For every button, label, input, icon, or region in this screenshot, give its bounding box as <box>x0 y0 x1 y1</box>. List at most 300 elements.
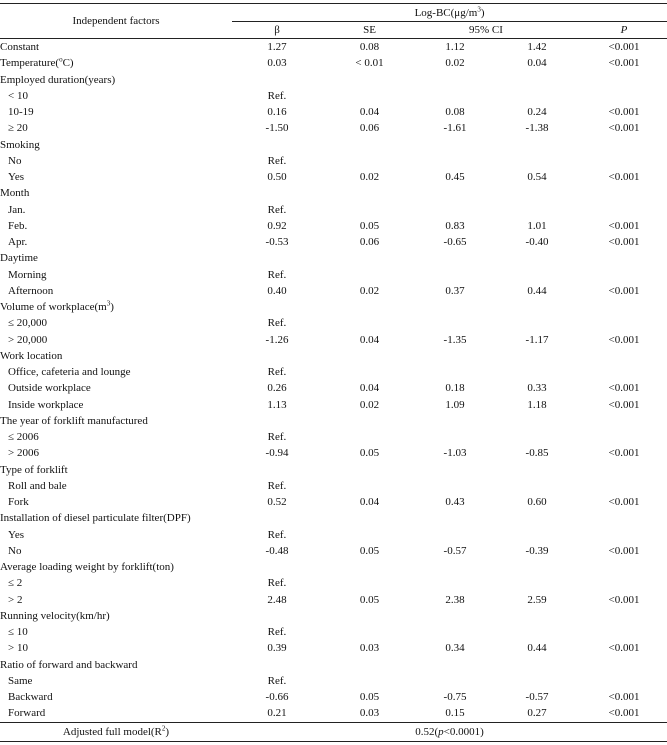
table-row <box>0 120 667 136</box>
ci-lower-value <box>417 462 493 478</box>
p-value <box>581 72 667 88</box>
ci-upper-value <box>493 559 581 575</box>
ci-upper-value <box>493 624 581 640</box>
p-value <box>581 575 667 591</box>
factor-label: Feb. <box>8 219 28 232</box>
se-value: 0.06 <box>359 122 380 135</box>
ci-lower-value: 0.15 <box>445 707 465 720</box>
table-row <box>0 202 667 218</box>
ci-header: 95% CI <box>417 22 581 39</box>
p-value <box>581 299 667 315</box>
ci-upper-value: 0.24 <box>527 106 547 119</box>
factor-label: Work location <box>0 349 63 362</box>
se-value <box>322 510 417 526</box>
se-value <box>322 267 417 283</box>
p-value: <0.001 <box>608 106 640 119</box>
p-value <box>581 137 667 153</box>
table-row <box>0 348 667 364</box>
beta-value: 2.48 <box>267 593 287 606</box>
table-row <box>0 494 667 510</box>
table-row <box>0 478 667 494</box>
ci-lower-value <box>417 559 493 575</box>
se-value: 0.08 <box>359 41 380 54</box>
ci-upper-value <box>493 364 581 380</box>
beta-value: 0.92 <box>267 219 287 232</box>
table-row <box>0 559 667 575</box>
factor-label: 10-19 <box>8 106 34 119</box>
ci-lower-value: -1.03 <box>443 447 467 460</box>
se-value <box>322 202 417 218</box>
table-row <box>0 185 667 201</box>
beta-value: Ref. <box>267 577 287 590</box>
se-value: 0.06 <box>359 236 380 249</box>
factor-label: Volume of $workplace(m^3)$ <box>0 299 114 314</box>
ci-upper-value <box>493 185 581 201</box>
beta-value: Ref. <box>267 268 287 281</box>
p-value: <0.001 <box>608 544 640 557</box>
ci-lower-value <box>417 510 493 526</box>
ci-upper-value: -1.38 <box>525 122 549 135</box>
table-row <box>0 315 667 331</box>
ci-upper-value <box>493 413 581 429</box>
se-value <box>322 673 417 689</box>
ci-upper-value: 0.44 <box>527 284 547 297</box>
table-row <box>0 445 667 461</box>
beta-value <box>232 299 322 315</box>
table-row <box>0 673 667 689</box>
p-value: <0.001 <box>608 333 640 346</box>
se-header: SE <box>322 22 417 39</box>
ci-lower-value: 1.12 <box>445 41 465 54</box>
se-value: 0.04 <box>359 382 380 395</box>
table-row <box>0 543 667 559</box>
factor-label: ≤ 10 <box>8 626 28 639</box>
ci-upper-value <box>493 348 581 364</box>
factor-label: Running velocity(km/hr) <box>0 609 110 622</box>
factor-label: Fork <box>8 496 29 509</box>
table-row <box>0 510 667 526</box>
ci-lower-value: 0.45 <box>445 171 465 184</box>
se-value: 0.03 <box>359 707 380 720</box>
factor-label: Outside workplace <box>8 382 91 395</box>
ci-upper-value <box>493 478 581 494</box>
se-value <box>322 608 417 624</box>
ci-lower-value <box>417 429 493 445</box>
ci-lower-value <box>417 413 493 429</box>
ci-upper-value <box>493 527 581 543</box>
factor-label: Ratio of forward and backward <box>0 658 138 671</box>
se-value <box>322 429 417 445</box>
factor-label: Office, cafeteria and lounge <box>8 366 131 379</box>
factor-label: ≤ 2 <box>8 577 23 590</box>
beta-value: 0.50 <box>267 171 287 184</box>
se-value <box>322 185 417 201</box>
beta-value: Ref. <box>267 366 287 379</box>
log-bc-header: Log-$BC(\mu g/m^3)$ <box>232 4 667 22</box>
beta-value: 0.03 <box>267 57 287 70</box>
factor-label: > 2006 <box>8 447 39 460</box>
se-value: 0.05 <box>359 447 380 460</box>
factor-label: ≤ 2006 <box>8 431 39 444</box>
ci-lower-value: 0.08 <box>445 106 465 119</box>
p-value <box>581 413 667 429</box>
beta-header: β <box>232 22 322 39</box>
factor-label: Morning <box>8 268 47 281</box>
p-value: <0.001 <box>608 382 640 395</box>
ci-lower-value: 0.43 <box>445 496 465 509</box>
p-value <box>581 185 667 201</box>
p-value <box>581 608 667 624</box>
factor-label: ≥ 20 <box>8 122 28 135</box>
beta-value: 1.27 <box>267 41 287 54</box>
beta-value <box>232 510 322 526</box>
ci-lower-value <box>417 185 493 201</box>
se-value <box>322 315 417 331</box>
ci-lower-value <box>417 315 493 331</box>
ci-lower-value: 2.38 <box>445 593 465 606</box>
ci-upper-value: -0.85 <box>525 447 549 460</box>
se-value <box>322 250 417 266</box>
adjusted-model-value: 0.52(p<0.0001) <box>232 722 667 741</box>
ci-upper-value <box>493 315 581 331</box>
p-value <box>581 153 667 169</box>
beta-value: 0.21 <box>267 707 287 720</box>
factor-label: Yes <box>8 528 25 541</box>
table-row <box>0 234 667 250</box>
se-value <box>322 72 417 88</box>
ci-upper-value: 1.18 <box>527 398 547 411</box>
se-value: 0.05 <box>359 544 380 557</box>
se-value: 0.04 <box>359 106 380 119</box>
ci-lower-value: -0.75 <box>443 691 467 704</box>
table-row <box>0 267 667 283</box>
factor-label: Same <box>8 674 33 687</box>
table-row <box>0 218 667 234</box>
ci-upper-value: -1.17 <box>525 333 549 346</box>
se-value: 0.04 <box>359 496 380 509</box>
ci-lower-value <box>417 202 493 218</box>
table-row <box>0 364 667 380</box>
ci-upper-value <box>493 673 581 689</box>
beta-value: -0.94 <box>265 447 289 460</box>
p-value <box>581 348 667 364</box>
se-value: 0.05 <box>359 691 380 704</box>
ci-upper-value: 2.59 <box>527 593 547 606</box>
table-row <box>0 413 667 429</box>
ci-lower-value <box>417 153 493 169</box>
ci-lower-value <box>417 624 493 640</box>
ci-upper-value: 0.54 <box>527 171 547 184</box>
ci-lower-value <box>417 527 493 543</box>
factor-label: Afternoon <box>8 284 54 297</box>
regression-table <box>0 3 667 742</box>
beta-value: Ref. <box>267 479 287 492</box>
ci-upper-value <box>493 510 581 526</box>
p-value: <0.001 <box>608 57 640 70</box>
factor-label: > 2 <box>8 593 23 606</box>
se-value <box>322 624 417 640</box>
ci-upper-value: 0.27 <box>527 707 547 720</box>
factor-label: Month <box>0 187 30 200</box>
factor-label: Installation of diesel particulate filter(DPF) <box>0 512 191 525</box>
p-value <box>581 510 667 526</box>
ci-lower-value <box>417 250 493 266</box>
ci-lower-value: -0.65 <box>443 236 467 249</box>
ci-upper-value: 0.04 <box>527 57 547 70</box>
ci-lower-value: 0.34 <box>445 642 465 655</box>
table-row <box>0 332 667 348</box>
beta-value: -0.53 <box>265 236 289 249</box>
se-value <box>322 348 417 364</box>
factor-label: Apr. <box>8 236 28 249</box>
ci-upper-value: -0.40 <box>525 236 549 249</box>
factor-label: Jan. <box>8 203 26 216</box>
se-value <box>322 478 417 494</box>
ci-lower-value <box>417 88 493 104</box>
ci-lower-value: 1.09 <box>445 398 465 411</box>
factor-label: Inside workplace <box>8 398 84 411</box>
beta-value <box>232 250 322 266</box>
table-row <box>0 624 667 640</box>
beta-value: 0.40 <box>267 284 287 297</box>
beta-value: Ref. <box>267 431 287 444</box>
beta-value: Ref. <box>267 154 287 167</box>
p-value: <0.001 <box>608 642 640 655</box>
factor-label: No <box>8 154 22 167</box>
p-value: <0.001 <box>608 122 640 135</box>
ci-lower-value: 0.18 <box>445 382 465 395</box>
ci-upper-value: -0.39 <box>525 544 549 557</box>
beta-value: Ref. <box>267 203 287 216</box>
beta-value: Ref. <box>267 674 287 687</box>
factor-label: The year of forklift manufactured <box>0 414 148 427</box>
table-row <box>0 55 667 71</box>
se-value: 0.04 <box>359 333 380 346</box>
ci-lower-value <box>417 364 493 380</box>
beta-value: 0.16 <box>267 106 287 119</box>
table-row <box>0 462 667 478</box>
ci-lower-value: -1.35 <box>443 333 467 346</box>
p-value: <0.001 <box>608 447 640 460</box>
table-row <box>0 153 667 169</box>
ci-lower-value: -0.57 <box>443 544 467 557</box>
table-row <box>0 592 667 608</box>
ci-lower-value <box>417 137 493 153</box>
se-value: 0.03 <box>359 642 380 655</box>
se-value <box>322 88 417 104</box>
table-row <box>0 137 667 153</box>
factor-label: Roll and bale <box>8 479 67 492</box>
table-row <box>0 283 667 299</box>
p-value <box>581 657 667 673</box>
ci-upper-value <box>493 153 581 169</box>
model-fit-row <box>0 722 667 741</box>
p-value <box>581 559 667 575</box>
ci-lower-value <box>417 348 493 364</box>
factor-label: Yes <box>8 171 25 184</box>
table-row <box>0 575 667 591</box>
factor-label: Constant <box>0 41 40 54</box>
ci-upper-value: 0.60 <box>527 496 547 509</box>
p-value: <0.001 <box>608 691 640 704</box>
p-header: P <box>581 22 667 39</box>
factor-label: < 10 <box>8 89 28 102</box>
table-body <box>0 39 667 723</box>
p-value <box>581 88 667 104</box>
table-row <box>0 88 667 104</box>
ci-lower-value <box>417 657 493 673</box>
ci-upper-value <box>493 462 581 478</box>
beta-value: Ref. <box>267 528 287 541</box>
p-value <box>581 478 667 494</box>
p-value <box>581 462 667 478</box>
factor-label: Employed duration(years) <box>0 73 116 86</box>
se-value <box>322 527 417 543</box>
factor-label: Temperature($^o$C) <box>0 55 74 70</box>
p-value <box>581 315 667 331</box>
p-value: <0.001 <box>608 593 640 606</box>
ci-upper-value <box>493 202 581 218</box>
table-row <box>0 429 667 445</box>
p-value <box>581 202 667 218</box>
se-value <box>322 413 417 429</box>
table-row <box>0 72 667 88</box>
p-value: <0.001 <box>608 171 640 184</box>
p-value: <0.001 <box>608 41 640 54</box>
ci-upper-value: 0.33 <box>527 382 547 395</box>
ci-lower-value: 0.37 <box>445 284 465 297</box>
se-value <box>322 575 417 591</box>
ci-lower-value <box>417 608 493 624</box>
factor-label: Average loading weight by forklift(ton) <box>0 561 174 574</box>
table-row <box>0 397 667 413</box>
beta-value <box>232 559 322 575</box>
adjusted-model-label: Adjusted full $model(R^2)$ <box>0 722 232 741</box>
se-value: 0.02 <box>359 398 380 411</box>
beta-value <box>232 72 322 88</box>
ci-lower-value <box>417 299 493 315</box>
ci-lower-value <box>417 673 493 689</box>
factor-label: > 10 <box>8 642 28 655</box>
p-value: <0.001 <box>608 219 640 232</box>
ci-upper-value <box>493 657 581 673</box>
table-row <box>0 657 667 673</box>
p-value: <0.001 <box>608 398 640 411</box>
ci-upper-value <box>493 88 581 104</box>
ci-upper-value <box>493 429 581 445</box>
beta-value <box>232 608 322 624</box>
p-value <box>581 267 667 283</box>
independent-factors-header: Independent factors <box>0 4 232 39</box>
se-value: 0.05 <box>359 593 380 606</box>
ci-lower-value <box>417 72 493 88</box>
p-value: <0.001 <box>608 496 640 509</box>
beta-value <box>232 137 322 153</box>
se-value <box>322 299 417 315</box>
beta-value: 0.52 <box>267 496 287 509</box>
table-row <box>0 689 667 705</box>
table-row <box>0 169 667 185</box>
beta-value: Ref. <box>267 89 287 102</box>
p-value: <0.001 <box>608 236 640 249</box>
ci-lower-value <box>417 478 493 494</box>
table-row <box>0 608 667 624</box>
ci-upper-value <box>493 267 581 283</box>
beta-value: -0.48 <box>265 544 289 557</box>
p-value: <0.001 <box>608 284 640 297</box>
table-row <box>0 39 667 56</box>
beta-value <box>232 462 322 478</box>
p-value <box>581 364 667 380</box>
p-value <box>581 429 667 445</box>
beta-value: 0.26 <box>267 382 287 395</box>
ci-lower-value <box>417 575 493 591</box>
ci-upper-value: -0.57 <box>525 691 549 704</box>
factor-label: Daytime <box>0 252 38 265</box>
p-value <box>581 250 667 266</box>
se-value <box>322 462 417 478</box>
se-value <box>322 657 417 673</box>
factor-label: ≤ 20,000 <box>8 317 48 330</box>
ci-upper-value <box>493 299 581 315</box>
se-value <box>322 153 417 169</box>
ci-upper-value: 1.01 <box>527 219 547 232</box>
beta-value: 0.39 <box>267 642 287 655</box>
ci-upper-value <box>493 250 581 266</box>
ci-upper-value <box>493 608 581 624</box>
table-row <box>0 705 667 722</box>
beta-value: -0.66 <box>265 691 289 704</box>
ci-upper-value: 0.44 <box>527 642 547 655</box>
p-value: <0.001 <box>608 707 640 720</box>
factor-label: Forward <box>8 707 46 720</box>
se-value: 0.05 <box>359 219 380 232</box>
factor-label: Backward <box>8 691 53 704</box>
se-value <box>322 559 417 575</box>
beta-value <box>232 348 322 364</box>
factor-label: Type of forklift <box>0 463 68 476</box>
beta-value <box>232 185 322 201</box>
se-value: < 0.01 <box>355 57 384 70</box>
se-value <box>322 137 417 153</box>
se-value: 0.02 <box>359 284 380 297</box>
se-value: 0.02 <box>359 171 380 184</box>
beta-value: 1.13 <box>267 398 287 411</box>
ci-upper-value <box>493 575 581 591</box>
beta-value <box>232 657 322 673</box>
ci-lower-value <box>417 267 493 283</box>
p-value <box>581 624 667 640</box>
p-value <box>581 527 667 543</box>
se-value <box>322 364 417 380</box>
factor-label: No <box>8 544 22 557</box>
p-value <box>581 673 667 689</box>
beta-value: -1.50 <box>265 122 289 135</box>
ci-lower-value: -1.61 <box>443 122 467 135</box>
table-row <box>0 640 667 656</box>
beta-value: Ref. <box>267 626 287 639</box>
table-row <box>0 299 667 315</box>
table-row <box>0 527 667 543</box>
beta-value <box>232 413 322 429</box>
ci-upper-value <box>493 137 581 153</box>
ci-lower-value: 0.02 <box>445 57 465 70</box>
table-row <box>0 250 667 266</box>
beta-value: -1.26 <box>265 333 289 346</box>
table-row <box>0 380 667 396</box>
ci-upper-value: 1.42 <box>527 41 547 54</box>
ci-upper-value <box>493 72 581 88</box>
